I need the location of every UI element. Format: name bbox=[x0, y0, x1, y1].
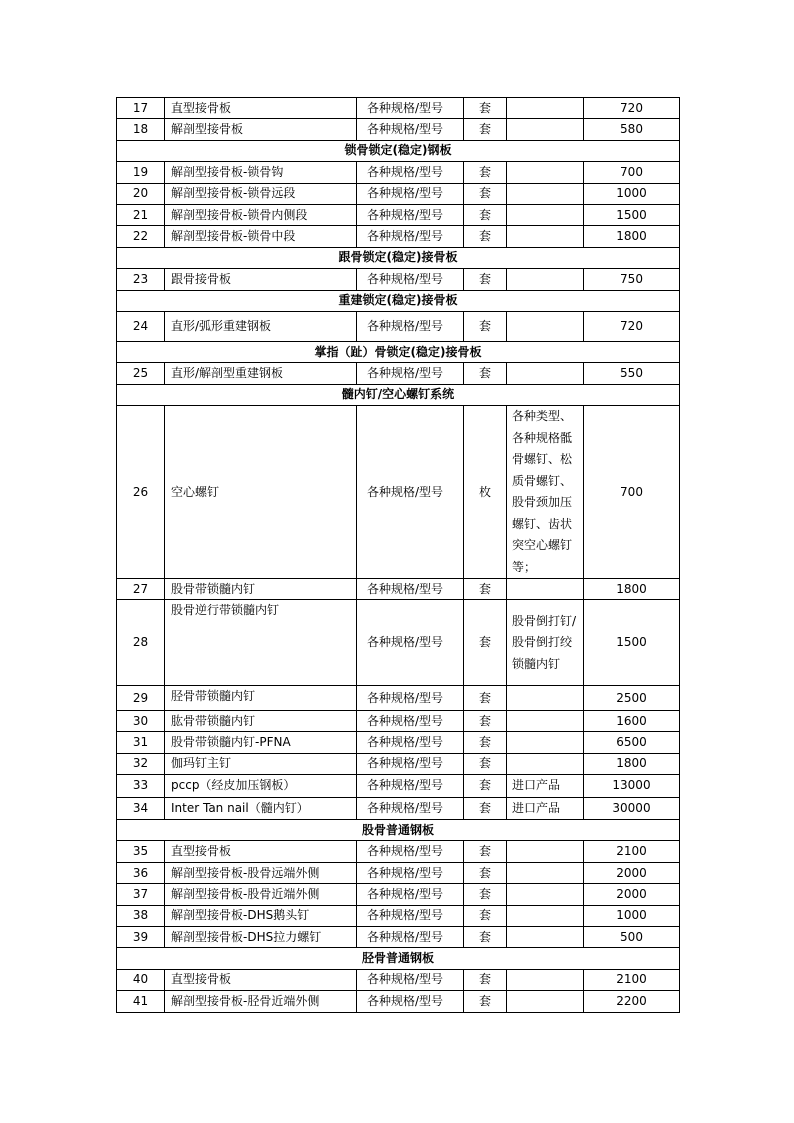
item-note: 进口产品 bbox=[507, 797, 584, 820]
item-name: 解剖型接骨板-胫骨近端外侧 bbox=[165, 991, 357, 1012]
item-name: 解剖型接骨板-锁骨钩 bbox=[165, 162, 357, 183]
item-note bbox=[507, 162, 584, 183]
item-number: 29 bbox=[117, 686, 165, 710]
item-price: 30000 bbox=[584, 797, 680, 820]
item-unit: 套 bbox=[464, 226, 507, 247]
item-number: 35 bbox=[117, 841, 165, 862]
item-number: 28 bbox=[117, 600, 165, 686]
table-row bbox=[117, 991, 680, 1012]
item-unit: 套 bbox=[464, 119, 507, 140]
item-name: 股骨带锁髓内钉-PFNA bbox=[165, 732, 357, 753]
item-note: 各种类型、各种规格骶骨螺钉、松质骨螺钉、股骨颈加压螺钉、齿状突空心螺钉等； bbox=[507, 406, 584, 579]
item-spec: 各种规格/型号 bbox=[357, 363, 464, 384]
item-spec: 各种规格/型号 bbox=[357, 269, 464, 290]
item-spec: 各种规格/型号 bbox=[357, 841, 464, 862]
item-spec: 各种规格/型号 bbox=[357, 183, 464, 204]
item-unit: 套 bbox=[464, 686, 507, 710]
table-row bbox=[117, 98, 680, 119]
item-name: 直型接骨板 bbox=[165, 98, 357, 119]
item-spec: 各种规格/型号 bbox=[357, 119, 464, 140]
item-number: 30 bbox=[117, 710, 165, 731]
item-note bbox=[507, 862, 584, 883]
item-unit: 枚 bbox=[464, 406, 507, 579]
item-unit: 套 bbox=[464, 905, 507, 926]
item-unit: 套 bbox=[464, 926, 507, 947]
item-name: 直形/弧形重建钢板 bbox=[165, 311, 357, 341]
item-name: 解剖型接骨板-股骨远端外侧 bbox=[165, 862, 357, 883]
table-row bbox=[117, 710, 680, 731]
item-name: 股骨带锁髓内钉 bbox=[165, 579, 357, 600]
item-number: 24 bbox=[117, 311, 165, 341]
table-row bbox=[117, 884, 680, 905]
table-row bbox=[117, 162, 680, 183]
item-price: 550 bbox=[584, 363, 680, 384]
item-unit: 套 bbox=[464, 969, 507, 990]
item-name: pccp（经皮加压钢板） bbox=[165, 775, 357, 798]
item-note bbox=[507, 269, 584, 290]
table-row bbox=[117, 204, 680, 225]
item-note bbox=[507, 686, 584, 710]
item-spec: 各种规格/型号 bbox=[357, 406, 464, 579]
table-row bbox=[117, 600, 680, 686]
item-price: 1800 bbox=[584, 226, 680, 247]
item-price: 700 bbox=[584, 406, 680, 579]
item-spec: 各种规格/型号 bbox=[357, 991, 464, 1012]
item-unit: 套 bbox=[464, 884, 507, 905]
item-unit: 套 bbox=[464, 579, 507, 600]
item-spec: 各种规格/型号 bbox=[357, 926, 464, 947]
item-name: 直形/解剖型重建钢板 bbox=[165, 363, 357, 384]
table-row bbox=[117, 841, 680, 862]
item-number: 20 bbox=[117, 183, 165, 204]
item-price: 13000 bbox=[584, 775, 680, 798]
item-unit: 套 bbox=[464, 183, 507, 204]
table-row bbox=[117, 969, 680, 990]
table-row bbox=[117, 686, 680, 710]
item-name: 股骨逆行带锁髓内钉 bbox=[165, 600, 357, 686]
item-spec: 各种规格/型号 bbox=[357, 905, 464, 926]
section-title: 股骨普通钢板 bbox=[117, 820, 680, 841]
table-row bbox=[117, 119, 680, 140]
item-note bbox=[507, 98, 584, 119]
item-note bbox=[507, 841, 584, 862]
table-row bbox=[117, 926, 680, 947]
item-price: 700 bbox=[584, 162, 680, 183]
item-note bbox=[507, 969, 584, 990]
item-number: 22 bbox=[117, 226, 165, 247]
item-name: 空心螺钉 bbox=[165, 406, 357, 579]
item-spec: 各种规格/型号 bbox=[357, 226, 464, 247]
section-header-row bbox=[117, 820, 680, 841]
item-price: 500 bbox=[584, 926, 680, 947]
item-note bbox=[507, 183, 584, 204]
table-row bbox=[117, 226, 680, 247]
item-spec: 各种规格/型号 bbox=[357, 579, 464, 600]
item-number: 21 bbox=[117, 204, 165, 225]
table-row bbox=[117, 579, 680, 600]
item-price: 2000 bbox=[584, 884, 680, 905]
item-note bbox=[507, 732, 584, 753]
item-unit: 套 bbox=[464, 600, 507, 686]
item-price: 750 bbox=[584, 269, 680, 290]
table-row bbox=[117, 753, 680, 774]
item-number: 17 bbox=[117, 98, 165, 119]
item-number: 32 bbox=[117, 753, 165, 774]
item-note bbox=[507, 905, 584, 926]
item-price: 1500 bbox=[584, 204, 680, 225]
item-spec: 各种规格/型号 bbox=[357, 204, 464, 225]
item-price: 1800 bbox=[584, 579, 680, 600]
item-unit: 套 bbox=[464, 797, 507, 820]
item-unit: 套 bbox=[464, 269, 507, 290]
item-unit: 套 bbox=[464, 98, 507, 119]
table-row bbox=[117, 183, 680, 204]
item-unit: 套 bbox=[464, 753, 507, 774]
item-name: 解剖型接骨板-锁骨远段 bbox=[165, 183, 357, 204]
section-title: 掌指（趾）骨锁定(稳定)接骨板 bbox=[117, 341, 680, 362]
item-price: 580 bbox=[584, 119, 680, 140]
item-spec: 各种规格/型号 bbox=[357, 311, 464, 341]
item-price: 1000 bbox=[584, 905, 680, 926]
item-note bbox=[507, 579, 584, 600]
item-price: 6500 bbox=[584, 732, 680, 753]
item-note bbox=[507, 710, 584, 731]
item-number: 40 bbox=[117, 969, 165, 990]
item-note bbox=[507, 119, 584, 140]
item-price: 2100 bbox=[584, 969, 680, 990]
item-price: 1800 bbox=[584, 753, 680, 774]
item-name: Inter Tan nail（髓内钉） bbox=[165, 797, 357, 820]
item-unit: 套 bbox=[464, 732, 507, 753]
item-name: 解剖型接骨板 bbox=[165, 119, 357, 140]
item-price: 1600 bbox=[584, 710, 680, 731]
item-number: 41 bbox=[117, 991, 165, 1012]
item-name: 伽玛钉主钉 bbox=[165, 753, 357, 774]
item-unit: 套 bbox=[464, 710, 507, 731]
item-spec: 各种规格/型号 bbox=[357, 98, 464, 119]
item-spec: 各种规格/型号 bbox=[357, 797, 464, 820]
item-number: 36 bbox=[117, 862, 165, 883]
table-row bbox=[117, 363, 680, 384]
item-unit: 套 bbox=[464, 311, 507, 341]
section-title: 髓内钉/空心螺钉系统 bbox=[117, 384, 680, 405]
item-name: 直型接骨板 bbox=[165, 841, 357, 862]
table-row bbox=[117, 311, 680, 341]
table-body bbox=[117, 98, 680, 1013]
item-price: 1500 bbox=[584, 600, 680, 686]
item-name: 直型接骨板 bbox=[165, 969, 357, 990]
section-header-row bbox=[117, 341, 680, 362]
section-title: 跟骨锁定(稳定)接骨板 bbox=[117, 247, 680, 268]
item-note bbox=[507, 311, 584, 341]
item-spec: 各种规格/型号 bbox=[357, 884, 464, 905]
item-name: 解剖型接骨板-DHS鹅头钉 bbox=[165, 905, 357, 926]
item-spec: 各种规格/型号 bbox=[357, 600, 464, 686]
item-number: 37 bbox=[117, 884, 165, 905]
item-note bbox=[507, 226, 584, 247]
section-title: 重建锁定(稳定)接骨板 bbox=[117, 290, 680, 311]
item-note bbox=[507, 926, 584, 947]
item-spec: 各种规格/型号 bbox=[357, 862, 464, 883]
table-row bbox=[117, 732, 680, 753]
table-row bbox=[117, 797, 680, 820]
table-row bbox=[117, 775, 680, 798]
item-number: 31 bbox=[117, 732, 165, 753]
item-number: 38 bbox=[117, 905, 165, 926]
item-number: 27 bbox=[117, 579, 165, 600]
section-title: 锁骨锁定(稳定)钢板 bbox=[117, 140, 680, 161]
item-price: 2200 bbox=[584, 991, 680, 1012]
item-note bbox=[507, 753, 584, 774]
table-row bbox=[117, 269, 680, 290]
item-number: 34 bbox=[117, 797, 165, 820]
item-note bbox=[507, 204, 584, 225]
item-note: 股骨倒打钉/股骨倒打绞锁髓内钉 bbox=[507, 600, 584, 686]
item-note bbox=[507, 991, 584, 1012]
item-unit: 套 bbox=[464, 775, 507, 798]
item-note bbox=[507, 884, 584, 905]
section-header-row bbox=[117, 948, 680, 969]
item-unit: 套 bbox=[464, 204, 507, 225]
section-header-row bbox=[117, 384, 680, 405]
item-name: 解剖型接骨板-DHS拉力螺钉 bbox=[165, 926, 357, 947]
item-number: 39 bbox=[117, 926, 165, 947]
item-unit: 套 bbox=[464, 162, 507, 183]
table-row bbox=[117, 406, 680, 579]
item-name: 解剖型接骨板-锁骨中段 bbox=[165, 226, 357, 247]
item-name: 解剖型接骨板-股骨近端外侧 bbox=[165, 884, 357, 905]
item-unit: 套 bbox=[464, 363, 507, 384]
item-price: 2000 bbox=[584, 862, 680, 883]
item-price: 2100 bbox=[584, 841, 680, 862]
item-number: 33 bbox=[117, 775, 165, 798]
section-header-row bbox=[117, 140, 680, 161]
table-row bbox=[117, 905, 680, 926]
item-note bbox=[507, 363, 584, 384]
section-header-row bbox=[117, 290, 680, 311]
price-table bbox=[116, 97, 680, 1013]
item-name: 跟骨接骨板 bbox=[165, 269, 357, 290]
item-price: 720 bbox=[584, 98, 680, 119]
item-price: 720 bbox=[584, 311, 680, 341]
item-note: 进口产品 bbox=[507, 775, 584, 798]
item-name: 胫骨带锁髓内钉 bbox=[165, 686, 357, 710]
item-unit: 套 bbox=[464, 862, 507, 883]
item-number: 18 bbox=[117, 119, 165, 140]
item-unit: 套 bbox=[464, 991, 507, 1012]
item-number: 19 bbox=[117, 162, 165, 183]
item-spec: 各种规格/型号 bbox=[357, 686, 464, 710]
item-spec: 各种规格/型号 bbox=[357, 710, 464, 731]
item-spec: 各种规格/型号 bbox=[357, 969, 464, 990]
item-number: 26 bbox=[117, 406, 165, 579]
item-number: 25 bbox=[117, 363, 165, 384]
item-spec: 各种规格/型号 bbox=[357, 775, 464, 798]
section-title: 胫骨普通钢板 bbox=[117, 948, 680, 969]
item-unit: 套 bbox=[464, 841, 507, 862]
item-price: 1000 bbox=[584, 183, 680, 204]
section-header-row bbox=[117, 247, 680, 268]
table-row bbox=[117, 862, 680, 883]
item-name: 解剖型接骨板-锁骨内侧段 bbox=[165, 204, 357, 225]
item-spec: 各种规格/型号 bbox=[357, 753, 464, 774]
item-name: 肱骨带锁髓内钉 bbox=[165, 710, 357, 731]
item-spec: 各种规格/型号 bbox=[357, 732, 464, 753]
item-price: 2500 bbox=[584, 686, 680, 710]
item-spec: 各种规格/型号 bbox=[357, 162, 464, 183]
item-number: 23 bbox=[117, 269, 165, 290]
